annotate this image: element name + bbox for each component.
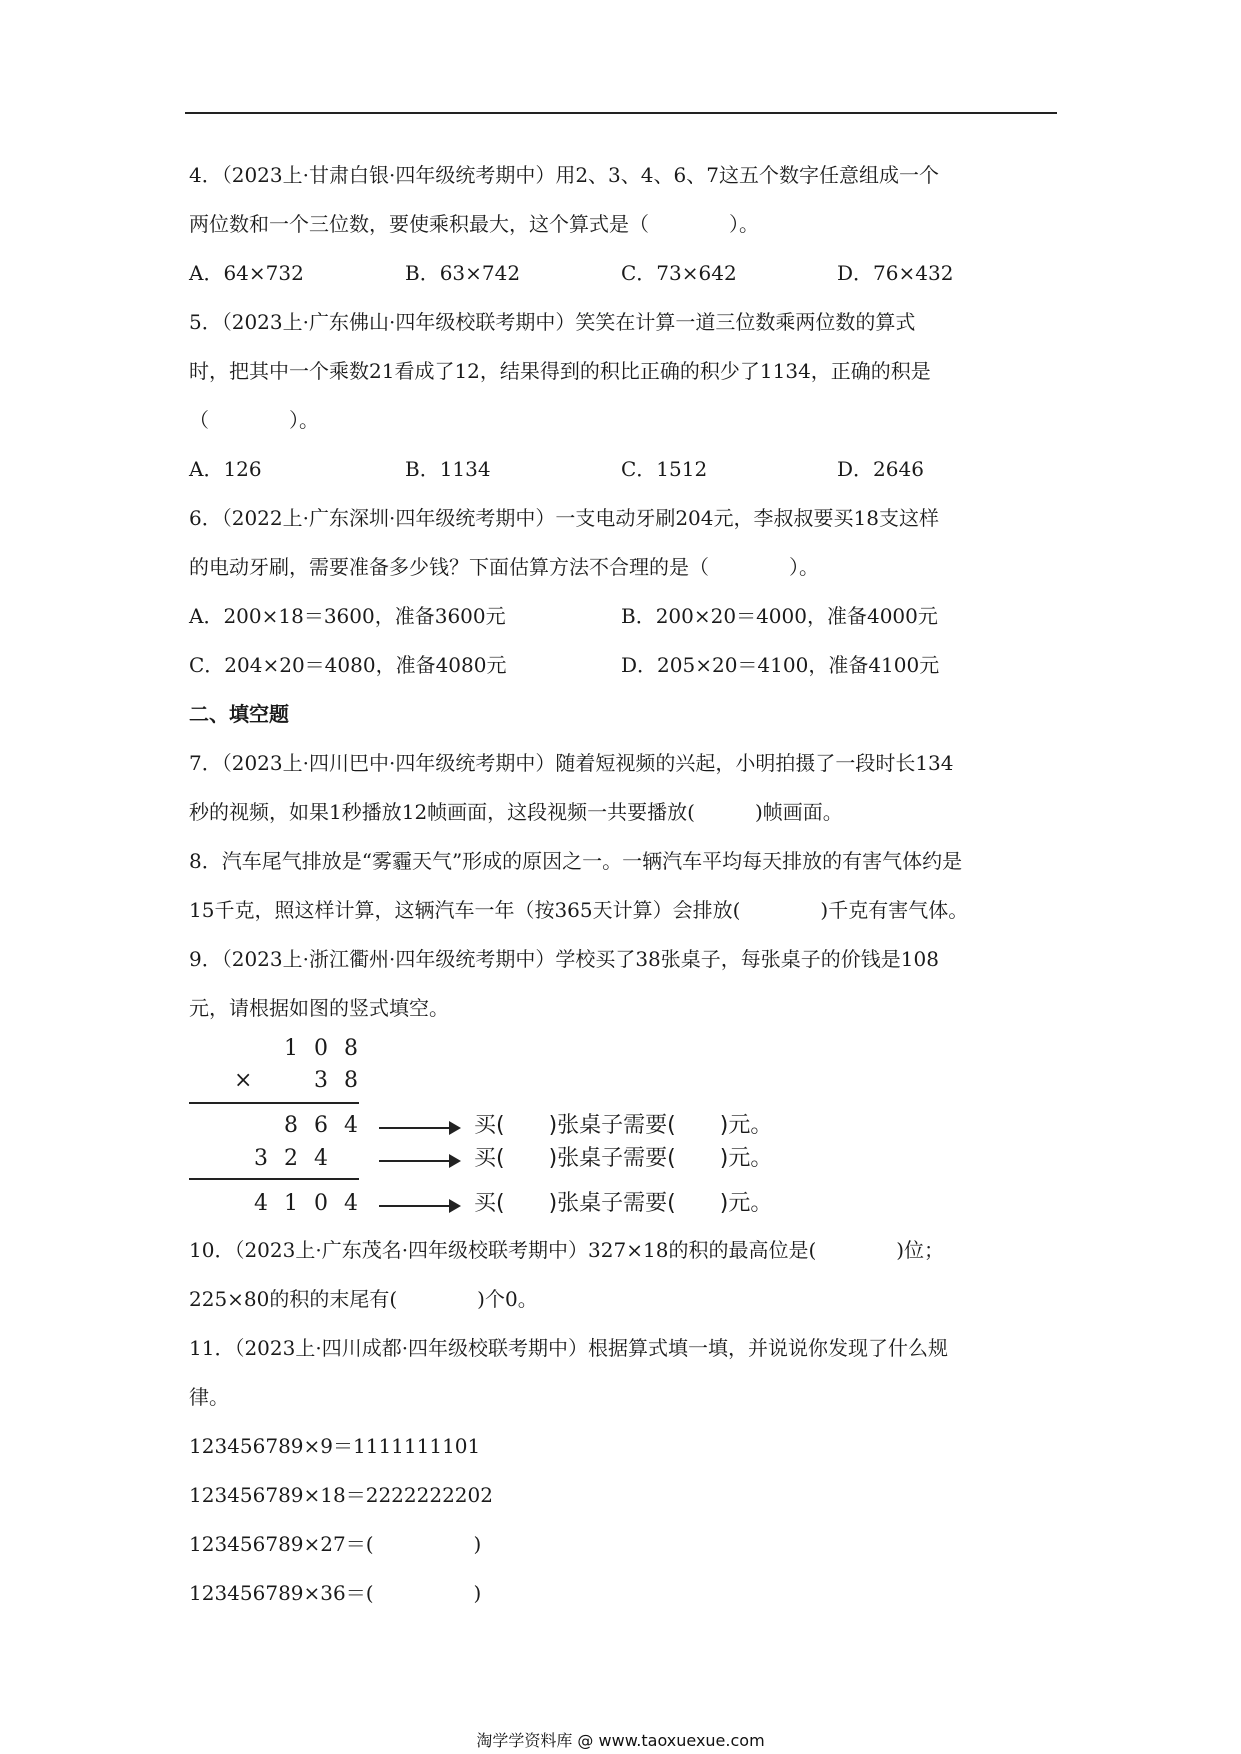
q4-option-d: D．76×432 [837,261,954,285]
fig-digit: 8 [344,1036,358,1061]
fig-digit: 0 [314,1036,328,1061]
q11-eq4: 123456789×36＝( ) [189,1581,482,1605]
fig-digit: 0 [314,1191,328,1216]
fig-rule [189,1178,359,1180]
q5-option-c: C．1512 [621,457,708,481]
q8-line2: 15千克，照这样计算，这辆汽车一年（按365天计算）会排放( )千克有害气体。 [189,898,969,922]
fig-sentence-3: 买( )张桌子需要( )元。 [474,1191,773,1216]
q7-line2: 秒的视频，如果1秒播放12帧画面，这段视频一共要播放( )帧画面。 [189,800,843,824]
fig-digit: 4 [344,1113,358,1138]
q10-line1: 10．（2023上·广东茂名·四年级校联考期中）327×18的积的最高位是( )位； [189,1238,945,1262]
fig-digit: 1 [284,1036,298,1061]
q9-line2: 元，请根据如图的竖式填空。 [189,996,449,1020]
q6-option-d: D．205×20＝4100，准备4100元 [621,653,940,677]
q6-line1: 6．（2022上·广东深圳·四年级统考期中）一支电动牙刷204元，李叔叔要买18支这样 [189,506,939,530]
q5-line1: 5．（2023上·广东佛山·四年级校联考期中）笑笑在计算一道三位数乘两位数的算式 [189,310,916,334]
q8-line1: 8．汽车尾气排放是“雾霾天气”形成的原因之一。一辆汽车平均每天排放的有害气体约是 [189,849,963,873]
q11-eq1: 123456789×9＝1111111101 [189,1434,481,1458]
q6-option-a: A．200×18＝3600，准备3600元 [189,604,506,628]
fig-arrow [379,1160,459,1162]
vertical-multiplication-figure [189,1030,809,1220]
q5-option-b: B．1134 [405,457,491,481]
q7-line1: 7．（2023上·四川巴中·四年级统考期中）随着短视频的兴起，小明拍摄了一段时长134 [189,751,954,775]
fig-rule [189,1102,359,1104]
fig-digit: 3 [254,1146,268,1171]
fig-digit: 8 [344,1068,358,1093]
q9-line1: 9．（2023上·浙江衢州·四年级统考期中）学校买了38张桌子，每张桌子的价钱是108 [189,947,939,971]
q6-option-c: C．204×20＝4080，准备4080元 [189,653,507,677]
fig-digit: 4 [344,1191,358,1216]
fig-sentence-1: 买( )张桌子需要( )元。 [474,1113,773,1138]
fig-digit: 6 [314,1113,328,1138]
q11-line1: 11．（2023上·四川成都·四年级校联考期中）根据算式填一填，并说说你发现了什么规 [189,1336,949,1360]
fig-sentence-2: 买( )张桌子需要( )元。 [474,1146,773,1171]
fig-times-sign: × [234,1068,253,1093]
q5-line2: 时，把其中一个乘数21看成了12，结果得到的积比正确的积少了1134，正确的积是 [189,359,931,383]
q4-line1: 4．（2023上·甘肃白银·四年级统考期中）用2、3、4、6、7这五个数字任意组成一个 [189,163,939,187]
q11-line2: 律。 [189,1385,229,1409]
fig-arrow [379,1127,459,1129]
fig-digit: 3 [314,1068,328,1093]
q4-option-b: B．63×742 [405,261,521,285]
q11-eq2: 123456789×18＝2222222202 [189,1483,493,1507]
fig-digit: 8 [284,1113,298,1138]
q4-option-a: A．64×732 [189,261,304,285]
q4-line2: 两位数和一个三位数，要使乘积最大，这个算式是（ ）。 [189,212,759,236]
q6-line2: 的电动牙刷，需要准备多少钱？下面估算方法不合理的是（ ）。 [189,555,819,579]
section-heading-fill-in: 二、填空题 [189,702,289,726]
q4-option-c: C．73×642 [621,261,737,285]
q10-line2: 225×80的积的末尾有( )个0。 [189,1287,538,1311]
fig-digit: 1 [284,1191,298,1216]
fig-digit: 4 [254,1191,268,1216]
fig-digit: 4 [314,1146,328,1171]
footer-watermark: 淘学学资料库 @ www.taoxuexue.com [476,1731,765,1750]
q11-eq3: 123456789×27＝( ) [189,1532,482,1556]
fig-digit: 2 [284,1146,298,1171]
q6-option-b: B．200×20＝4000，准备4000元 [621,604,938,628]
q5-option-d: D．2646 [837,457,924,481]
q5-line3: （ ）。 [189,408,319,432]
q5-option-a: A．126 [189,457,262,481]
fig-arrow [379,1205,459,1207]
header-rule [185,112,1057,114]
